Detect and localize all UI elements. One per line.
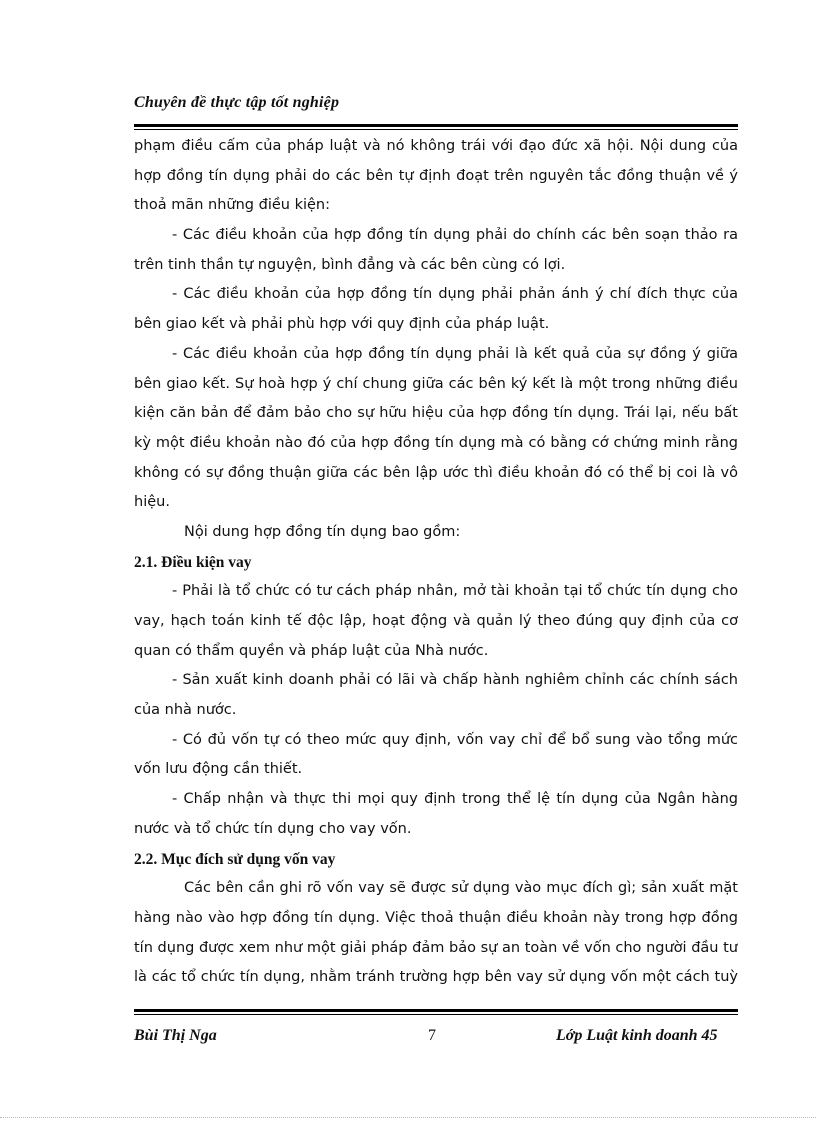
text-line: - Sản xuất kinh doanh phải có lãi và chấp hành nghiêm chỉnh các chính sách	[172, 672, 738, 689]
text-line: tín dụng được xem như một giải pháp đảm bảo sự an toàn về vốn cho người đầu tư	[134, 939, 738, 956]
text-line: - Các điều khoản của hợp đồng tín dụng phải do chính các bên soạn thảo ra	[172, 227, 738, 244]
page-number: 7	[428, 1027, 436, 1044]
body-text	[134, 132, 738, 993]
text-line: là các tổ chức tín dụng, nhằm tránh trường hợp bên vay sử dụng vốn một cách tuỳ	[134, 969, 738, 986]
text-line: - Các điều khoản của hợp đồng tín dụng phải phản ánh ý chí đích thực của	[172, 286, 738, 303]
text-line: của nhà nước.	[134, 702, 237, 719]
text-line: - Có đủ vốn tự có theo mức quy định, vốn vay chỉ để bổ sung vào tổng mức	[172, 731, 738, 748]
page-bottom-divider	[0, 1117, 816, 1118]
text-line: phạm điều cấm của pháp luật và nó không trái với đạo đức xã hội. Nội dung của	[134, 138, 738, 154]
text-line: hàng nào vào hợp đồng tín dụng. Việc thoả thuận điều khoản này trong hợp đồng	[134, 909, 738, 926]
header-rule-thin	[134, 129, 738, 130]
text-line: Nội dung hợp đồng tín dụng bao gồm:	[184, 523, 461, 540]
footer-author: Bùi Thị Nga	[134, 1027, 217, 1044]
text-line: thoả mãn những điều kiện:	[134, 197, 330, 214]
text-line: - Các điều khoản của hợp đồng tín dụng phải là kết quả của sự đồng ý giữa	[172, 345, 738, 362]
section-heading: 2.2. Mục đích sử dụng vốn vay	[134, 850, 336, 868]
header-rule-thick	[134, 124, 738, 127]
footer-class-name: Lớp Luật kinh doanh 45	[556, 1027, 718, 1044]
text-line: trên tinh thần tự nguyện, bình đẳng và các bên cùng có lợi.	[134, 256, 566, 273]
text-line: - Chấp nhận và thực thi mọi quy định trong thể lệ tín dụng của Ngân hàng	[172, 791, 738, 808]
text-line: hợp đồng tín dụng phải do các bên tự định đoạt trên nguyên tắc đồng thuận về ý	[134, 167, 738, 184]
text-line: - Phải là tổ chức có tư cách pháp nhân, mở tài khoản tại tổ chức tín dụng cho	[172, 583, 738, 600]
text-line: bên giao kết. Sự hoà hợp ý chí chung giữa các bên ký kết là một trong những điều	[134, 375, 738, 392]
text-line: nước và tổ chức tín dụng cho vay vốn.	[134, 820, 412, 837]
footer-rule-thick	[134, 1009, 738, 1012]
text-line: hiệu.	[134, 494, 170, 511]
text-line: vốn lưu động cần thiết.	[134, 761, 303, 778]
text-line: kỳ một điều khoản nào đó của hợp đồng tín dụng mà có bằng cớ chứng minh rằng	[134, 434, 738, 451]
text-line: quan có thẩm quyền và pháp luật của Nhà nước.	[134, 642, 489, 659]
text-line: bên giao kết và phải phù hợp với quy định của pháp luật.	[134, 316, 550, 333]
header-title: Chuyên đề thực tập tốt nghiệp	[134, 94, 340, 111]
text-line: không có sự đồng thuận giữa các bên lập ước thì điều khoản đó có thể bị coi là vô	[134, 464, 738, 481]
text-line: Các bên cần ghi rõ vốn vay sẽ được sử dụng vào mục đích gì; sản xuất mặt	[184, 880, 738, 897]
section-heading: 2.1. Điều kiện vay	[134, 553, 252, 571]
text-line: kiện căn bản để đảm bảo cho sự hữu hiệu của hợp đồng tín dụng. Trái lại, nếu bất	[134, 405, 738, 422]
text-line: vay, hạch toán kinh tế độc lập, hoạt động và quản lý theo đúng quy định của cơ	[134, 613, 738, 629]
footer-rule-thin	[134, 1014, 738, 1015]
